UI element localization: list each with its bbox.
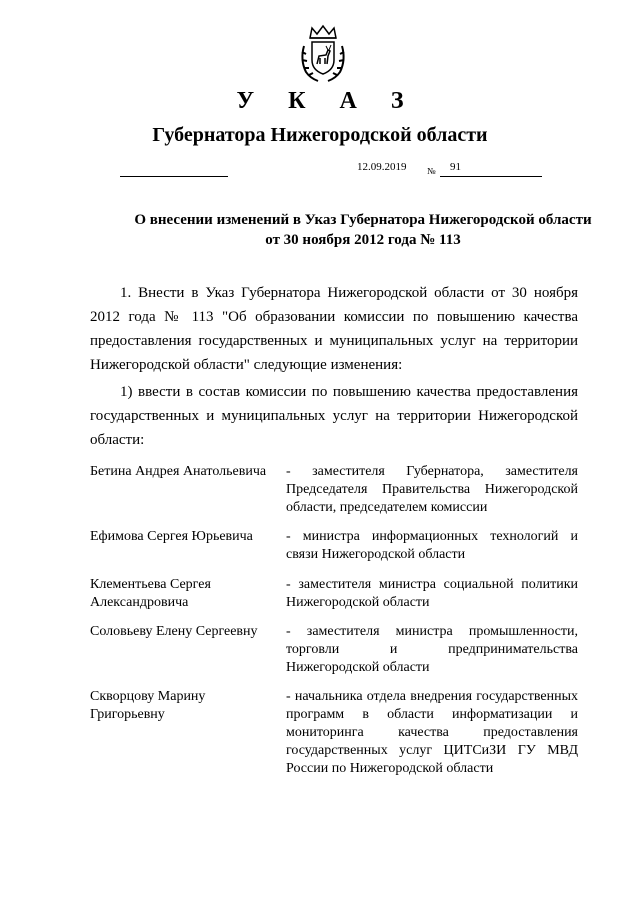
member-role: - начальника отдела внедрения государственных программ в области информатизации и мониторинга качества предоставления государственных услуг ЦИТСиЗИ ГУ МВД России по Нижегородской области <box>286 689 578 776</box>
coat-of-arms-icon <box>298 24 348 84</box>
member-role: - заместителя Губернатора, заместителя Председателя Правительства Нижегородской области, председателем комиссии <box>286 464 578 515</box>
member-name: Скворцову Марину Григорьевну <box>90 689 206 722</box>
number-label: № <box>427 166 436 176</box>
member-role: - заместителя министра социальной политики Нижегородской области <box>286 577 578 610</box>
member-name: Клементьева Сергея Александровича <box>90 577 211 610</box>
paragraph-1: 1. Внести в Указ Губернатора Нижегородской области от 30 ноября 2012 года № 113 "Об образовании комиссии по повышению качества предоставления государственных и муниципальных услуг на территории Нижегородской области" следующие изменения: <box>90 285 578 373</box>
decree-subject: О внесении изменений в Указ Губернатора Нижегородской области от 30 ноября 2012 года № 113 <box>134 212 592 248</box>
paragraph-2: 1) ввести в состав комиссии по повышению качества предоставления государственных и муниципальных услуг на территории Нижегородской области: <box>90 384 578 448</box>
member-role: - заместителя министра промышленности, торговли и предпринимательства Нижегородской области <box>286 624 578 675</box>
decree-number: 91 <box>450 161 461 173</box>
date-left-blank-line <box>120 176 228 177</box>
member-name: Ефимова Сергея Юрьевича <box>90 529 253 544</box>
number-underline <box>440 176 542 177</box>
issuer-title: Губернатора Нижегородской области <box>152 124 488 146</box>
member-name: Бетина Андрея Анатольевича <box>90 464 267 479</box>
document-type-title: У К А З <box>236 88 418 114</box>
member-role: - министра информационных технологий и связи Нижегородской области <box>286 529 578 562</box>
decree-date: 12.09.2019 <box>357 161 407 173</box>
member-name: Соловьеву Елену Сергеевну <box>90 624 258 639</box>
